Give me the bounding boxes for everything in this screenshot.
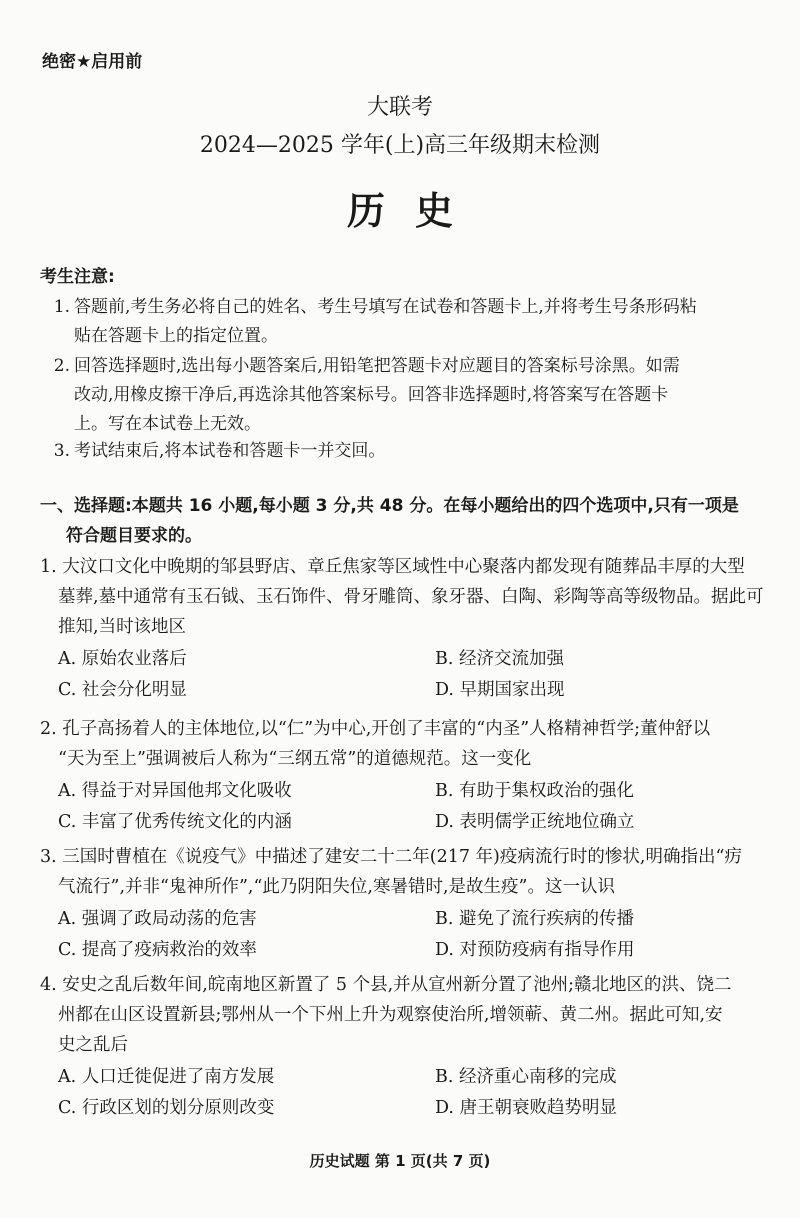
confidential-mark: 绝密★启用前 — [42, 52, 143, 72]
question-stem: 1. 大汶口文化中晚期的邹县野店、章丘焦家等区域性中心聚落内都发现有随葬品丰厚的大型 — [40, 557, 745, 577]
question-1 — [40, 552, 764, 706]
notice-heading: 考生注意: — [40, 267, 115, 287]
option-b: B. 避免了流行疾病的传播 — [435, 909, 634, 929]
notice-text: 答题前,考生务必将自己的姓名、考生号填写在试卷和答题卡上,并将考生号条形码粘 — [74, 297, 697, 317]
option-b: B. 经济交流加强 — [435, 649, 564, 669]
question-stem: 4. 安史之乱后数年间,皖南地区新置了 5 个县,并从宣州新分置了池州;赣北地区的洪、饶二 — [40, 975, 732, 995]
question-stem: 史之乱后 — [58, 1035, 128, 1055]
option-c: C. 行政区划的划分原则改变 — [58, 1098, 275, 1118]
question-stem: 2. 孔子高扬着人的主体地位,以“仁”为中心,开创了丰富的“内圣”人格精神哲学;董仲舒以 — [40, 719, 711, 739]
section-heading — [40, 491, 762, 551]
notice-number: 3. — [53, 441, 70, 461]
notice-item — [40, 437, 762, 466]
option-d: D. 唐王朝衰败趋势明显 — [435, 1098, 618, 1118]
option-a: A. 人口迁徙促进了南方发展 — [58, 1067, 275, 1087]
option-d: D. 表明儒学正统地位确立 — [435, 812, 635, 832]
question-3 — [40, 842, 764, 966]
notice-text: 考试结束后,将本试卷和答题卡一并交回。 — [74, 441, 386, 461]
options — [40, 904, 764, 966]
options — [40, 776, 764, 838]
question-stem: 3. 三国时曹植在《说疫气》中描述了建安二十二年(217 年)疫病流行时的惨状,明确指出“疠 — [40, 847, 742, 867]
option-c: C. 提高了疫病救治的效率 — [58, 940, 257, 960]
notice-number: 2. — [53, 356, 70, 376]
option-d: D. 对预防疫病有指导作用 — [435, 940, 635, 960]
exam-title: 2024—2025 学年(上)高三年级期末检测 — [199, 133, 601, 158]
question-stem: 推知,当时该地区 — [58, 617, 187, 637]
section-text: 符合题目要求的。 — [66, 526, 202, 546]
question-2 — [40, 714, 764, 838]
notice-item — [40, 352, 762, 439]
organization: 大联考 — [366, 95, 433, 120]
option-d: D. 早期国家出现 — [435, 680, 565, 700]
notice-text: 贴在答题卡上的指定位置。 — [74, 326, 278, 346]
notice-text: 改动,用橡皮擦干净后,再选涂其他答案标号。回答非选择题时,将答案写在答题卡 — [74, 385, 669, 405]
option-c: C. 丰富了优秀传统文化的内涵 — [58, 812, 292, 832]
section-text: 一、选择题:本题共 16 小题,每小题 3 分,共 48 分。在每小题给出的四个选项中,只有一项是 — [40, 496, 739, 516]
question-stem: “天为至上”强调被后人称为“三纲五常”的道德规范。这一变化 — [58, 749, 532, 769]
option-a: A. 得益于对异国他邦文化吸收 — [58, 781, 292, 801]
notice-item — [40, 293, 762, 351]
question-stem: 气流行”,并非“鬼神所作”,“此乃阴阳失位,寒暑错时,是故生疫”。这一认识 — [58, 877, 615, 897]
notice-text: 回答选择题时,选出每小题答案后,用铅笔把答题卡对应题目的答案标号涂黑。如需 — [74, 356, 680, 376]
options — [40, 1062, 764, 1124]
question-stem: 墓葬,墓中通常有玉石钺、玉石饰件、骨牙雕筒、象牙器、白陶、彩陶等高等级物品。据此可 — [58, 587, 764, 607]
notice-text: 上。写在本试卷上无效。 — [74, 414, 261, 434]
option-b: B. 有助于集权政治的强化 — [435, 781, 634, 801]
option-a: A. 原始农业落后 — [58, 649, 187, 669]
options — [40, 644, 764, 706]
question-4 — [40, 970, 764, 1124]
page-footer: 历史试题 第 1 页(共 7 页) — [309, 1152, 491, 1170]
subject-title: 历史 — [346, 189, 483, 233]
question-stem: 州都在山区设置新县;鄂州从一个下州上升为观察使治所,增领蕲、黄二州。据此可知,安 — [58, 1005, 723, 1025]
notice-number: 1. — [53, 297, 70, 317]
option-a: A. 强调了政局动荡的危害 — [58, 909, 257, 929]
option-b: B. 经济重心南移的完成 — [435, 1067, 617, 1087]
option-c: C. 社会分化明显 — [58, 680, 187, 700]
